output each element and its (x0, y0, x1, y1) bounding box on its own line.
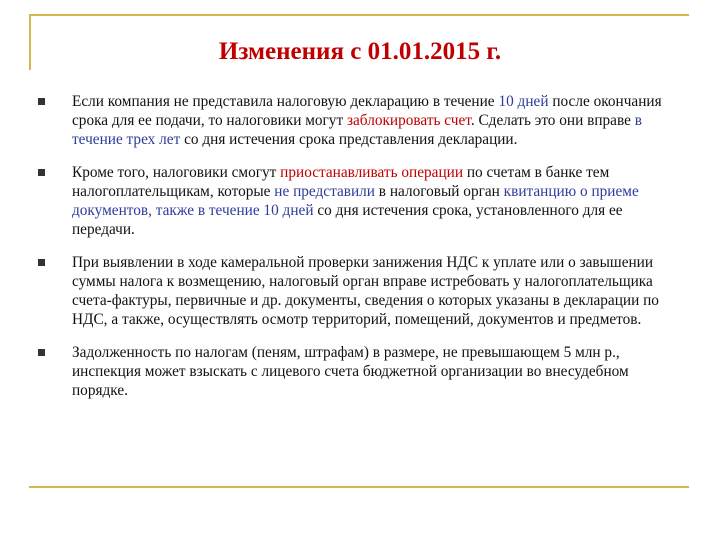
highlight-red: приостанавливать операции (280, 164, 464, 181)
text-segment: в налоговый орган (374, 183, 504, 200)
bullet-item (38, 343, 688, 400)
highlight-red: заблокировать счет (346, 112, 471, 129)
slide-title: Изменения с 01.01.2015 г. (218, 38, 502, 65)
text-segment: после окончания срока для ее подачи, то налоговики могут (72, 93, 662, 129)
highlight-blue: в течение трех лет (72, 112, 642, 148)
text-segment: Если компания не представила налоговую декларацию в течение (72, 93, 499, 110)
text-segment: со дня истечения срока, установленного для ее передачи. (72, 202, 623, 238)
highlight-blue: 10 дней (498, 93, 549, 110)
highlight-blue: квитанцию о приеме документов, также в течение 10 дней (72, 183, 639, 219)
highlight-blue: не представили (274, 183, 375, 200)
bullet-square-icon (38, 349, 45, 356)
text-segment: При выявлении в ходе камеральной проверки занижения НДС к уплате или о завышении суммы налога к возмещению, налоговый орган вправе истребовать у налогоплательщика счета-фактуры, первичные и др. документы, сведения о которых указаны в декларации по НДС, а также, осуществлять осмотр территорий, помещений, документов и предметов. (72, 254, 659, 328)
text-segment: по счетам в банке тем налогоплательщикам, которые (72, 164, 610, 200)
text-segment: со дня истечения срока представления декларации. (180, 131, 518, 148)
bullet-square-icon (38, 169, 45, 176)
decorative-bottom-line (29, 486, 689, 488)
bullet-item (38, 163, 688, 239)
bullet-item (38, 92, 688, 149)
bullet-list (38, 92, 688, 400)
text-segment: Кроме того, налоговики смогут (72, 164, 281, 181)
bullet-item (38, 253, 688, 329)
bullet-square-icon (38, 259, 45, 266)
text-segment: Задолженность по налогам (пеням, штрафам) в размере, не превышающем 5 млн р., инспекция может взыскать с лицевого счета бюджетной организации во внесудебном порядке. (72, 344, 629, 399)
decorative-top-line (29, 14, 689, 16)
bullet-square-icon (38, 98, 45, 105)
text-segment: . Сделать это они вправе (470, 112, 635, 129)
